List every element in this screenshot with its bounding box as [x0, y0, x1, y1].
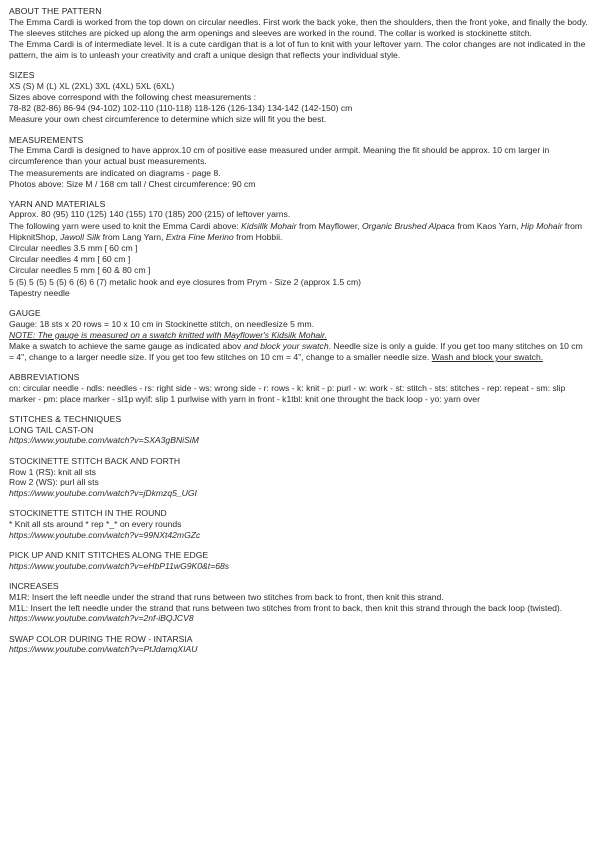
paragraph: Sizes above correspond with the following chest measurements : — [9, 92, 256, 103]
gauge-note — [9, 330, 590, 341]
text: from Lang Yarn, — [100, 231, 166, 242]
technique-title: SWAP COLOR DURING THE ROW - INTARSIA — [9, 633, 193, 644]
section-heading: SIZES — [9, 70, 35, 81]
text: from Hobbii. — [233, 231, 283, 242]
text: from HipknitShop, — [9, 220, 583, 242]
needle-item: Circular needles 4 mm [ 60 cm ] — [9, 254, 131, 265]
yarn-name: Kidsillk Mohair — [241, 220, 297, 231]
yarn-name: Organic Brushed Alpaca — [362, 220, 455, 231]
text: from Mayflower, — [296, 220, 362, 231]
yarn-name: Jawoll Silk — [60, 231, 101, 242]
section-heading: YARN AND MATERIALS — [9, 198, 106, 209]
gauge-text: Gauge: 18 sts x 20 rows = 10 x 10 cm in Stockinette stitch, on needlesize 5 mm. — [9, 318, 314, 329]
yarn-list — [9, 221, 590, 243]
row-instruction: * Knit all sts around * rep *_* on every rounds — [9, 518, 182, 529]
technique-title: PICK UP AND KNIT STITCHES ALONG THE EDGE — [9, 550, 209, 561]
increase-instruction: M1R: Insert the left needle under the strand that runs between two stitches from back to front, then knit this strand. — [9, 591, 444, 602]
about-section — [9, 6, 590, 61]
yarn-name: Extra Fine Merino — [165, 231, 234, 242]
paragraph: The Emma Cardi is of intermediate level. It is a cute cardigan that is a lot of fun to knit with your leftover yarn. The color changes are not indicated in the pattern, the aim is to unleash your creativity and craft a unique design that reflects your individual style. — [9, 38, 586, 61]
yarn-amounts: Approx. 80 (95) 110 (125) 140 (155) 170 (185) 200 (215) of leftover yarns. — [9, 209, 291, 220]
sizes-section — [9, 70, 590, 125]
paragraph: The Emma Cardi is designed to have approx.10 cm of positive ease measured under armpit. Meaning the fit should be approx. 10 cm larger in circumference than your actual bust measurements. — [9, 145, 550, 167]
video-link[interactable]: https://www.youtube.com/watch?v=99NXt42mGZc — [9, 529, 201, 540]
video-link[interactable]: https://www.youtube.com/watch?v=SXA3gBNiSiM — [9, 435, 199, 446]
abbreviations-text: cn: circular needle - ndls: needles - rs: right side - ws: wrong side - r: rows - k: knit - p: purl - w: work - st: stitch - sts: stitches - rep: repeat - sm: slip marker - pm: place marker - sl1p wyif: slip 1 purlwise with yarn in front - k1tbl: knit one throught the back loop - yo: yarn over — [9, 382, 566, 405]
abbreviations-section — [9, 372, 590, 405]
video-link[interactable]: https://www.youtube.com/watch?v=PtJdamqXIAU — [9, 644, 198, 655]
video-link[interactable]: https://www.youtube.com/watch?v=eHbP11wG9K0&t=68s — [9, 560, 230, 571]
gauge-section — [9, 308, 590, 363]
emphasis-text: and block your swatch — [243, 340, 329, 351]
closures-item: 5 (5) 5 (5) 5 (5) 6 (6) 6 (7) metalic hook and eye closures from Prym - Size 2 (approx 1.5 cm) — [9, 276, 361, 287]
stitches-section — [9, 414, 590, 655]
section-heading: GAUGE — [9, 308, 41, 319]
needle-item: Circular needles 5 mm [ 60 & 80 cm ] — [9, 265, 151, 276]
technique-title: LONG TAIL CAST-ON — [9, 424, 94, 435]
sizes-list: XS (S) M (L) XL (2XL) 3XL (4XL) 5XL (6XL) — [9, 80, 175, 91]
tapestry-item: Tapestry needle — [9, 287, 70, 298]
paragraph: The Emma Cardi is worked from the top down on circular needles. First work the back yoke, then the shoulders, then the front yoke, and finally the body. The sleeves stitches are picked up along the arm openings and sleeves are worked in the round. The collar is worked is stockinette stitch. — [9, 16, 588, 38]
measurements-section — [9, 135, 590, 190]
technique-title: STOCKINETTE STITCH BACK AND FORTH — [9, 455, 181, 466]
section-heading: ABOUT THE PATTERN — [9, 6, 102, 16]
section-heading: ABBREVIATIONS — [9, 372, 80, 383]
chest-measurements: 78-82 (82-86) 86-94 (94-102) 102-110 (110-118) 118-126 (126-134) 134-142 (142-150) cm — [9, 103, 353, 114]
section-heading: STITCHES & TECHNIQUES — [9, 414, 122, 425]
section-heading: MEASUREMENTS — [9, 134, 84, 145]
note-text: NOTE: The gauge is measured on a swatch knitted with Mayflower's Kidsilk Mohair. — [9, 329, 327, 340]
paragraph: The measurements are indicated on diagrams - page 8. — [9, 167, 221, 178]
text: from Kaos Yarn, — [454, 220, 521, 231]
technique-title: STOCKINETTE STITCH IN THE ROUND — [9, 508, 167, 519]
video-link[interactable]: https://www.youtube.com/watch?v=jDkmzq5_UGI — [9, 487, 197, 498]
increase-instruction: M1L: Insert the left needle under the strand that runs between two stitches from front to back, then knit this strand through the back loop (twisted). — [9, 602, 563, 613]
needle-item: Circular needles 3.5 mm [ 60 cm ] — [9, 243, 138, 254]
row-instruction: Row 2 (WS): purl all sts — [9, 477, 99, 488]
yarn-name: Hip Mohair — [520, 220, 563, 231]
paragraph: Measure your own chest circumference to determine which size will fit you the best. — [9, 114, 327, 125]
text: . Needle size is only a guide. If you get too many stitches on 10 cm = 4", change to a larger needle size. If you get too few stitches on 10 cm = 4", change to a smaller needle size. — [9, 340, 583, 363]
video-link[interactable]: https://www.youtube.com/watch?v=2nf-iBQJCV8 — [9, 613, 194, 624]
text: The following yarn were used to knit the Emma Cardi above: — [9, 220, 242, 231]
gauge-instructions — [9, 341, 590, 363]
yarn-section — [9, 199, 590, 299]
text: Make a swatch to achieve the same gauge as indicated abov — [9, 340, 242, 351]
row-instruction: Row 1 (RS): knit all sts — [9, 466, 96, 477]
paragraph: Photos above: Size M / 168 cm tall / Chest circumference: 90 cm — [9, 178, 256, 189]
technique-title: INCREASES — [9, 581, 59, 592]
underlined-text: Wash and block your swatch. — [431, 352, 544, 363]
